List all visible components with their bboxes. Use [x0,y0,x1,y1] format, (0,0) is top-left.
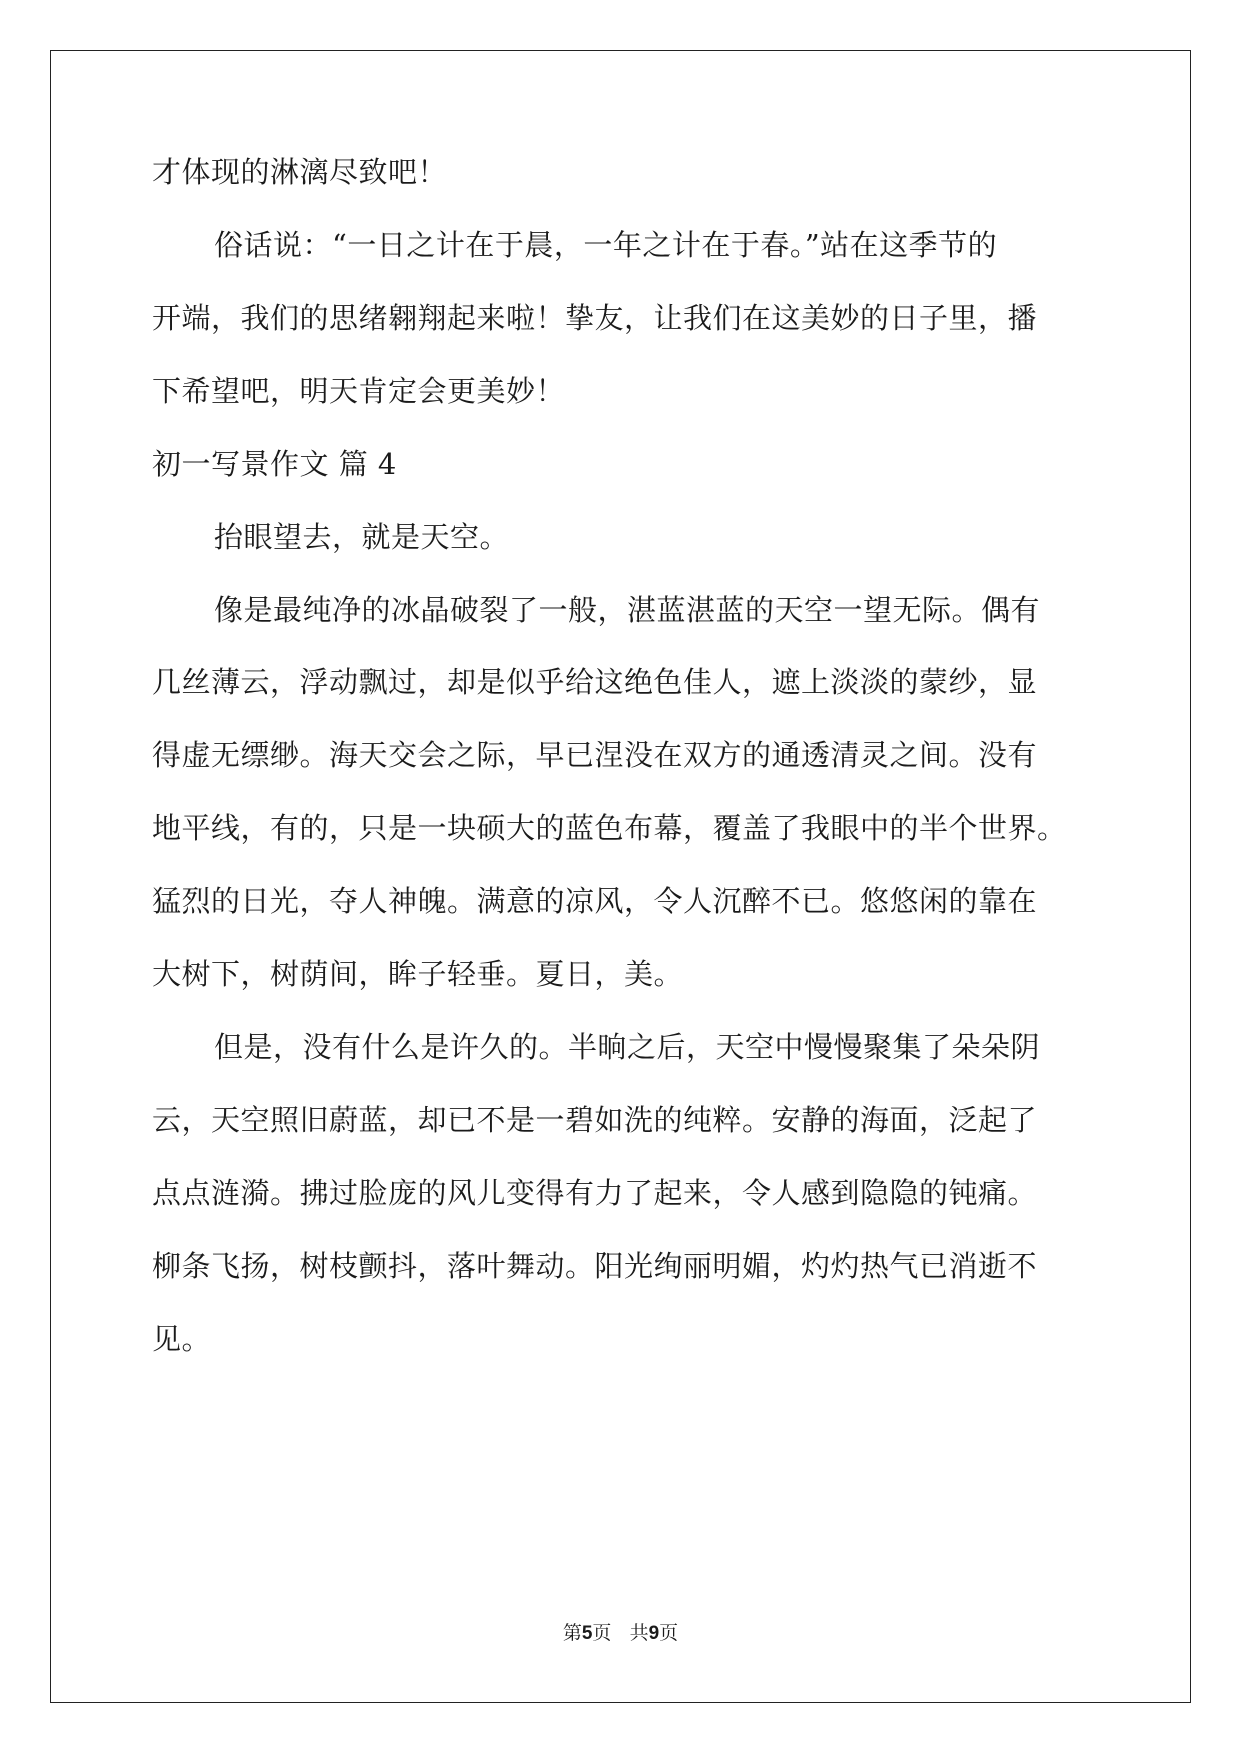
text-line-15: 点点涟漪。拂过脸庞的风儿变得有力了起来，令人感到隐隐的钝痛。 [152,1176,1038,1210]
text-line-6: 抬眼望去，就是天空。 [214,520,510,554]
footer-prefix: 第 [562,1622,582,1644]
text-line-8: 几丝薄云，浮动飘过，却是似乎给这绝色佳人，遮上淡淡的蒙纱，显 [152,665,1038,699]
text-line-9: 得虚无缥缈。海天交会之际，早已涅没在双方的通透清灵之间。没有 [152,738,1038,772]
text-line-10: 地平线，有的，只是一块硕大的蓝色布幕，覆盖了我眼中的半个世界。 [152,811,1067,845]
text-line-7: 像是最纯净的冰晶破裂了一般，湛蓝湛蓝的天空一望无际。偶有 [214,593,1041,627]
text-line-3: 开端，我们的思绪翱翔起来啦！挚友，让我们在这美妙的日子里，播 [152,301,1038,335]
text-line-16: 柳条飞扬，树枝颤抖，落叶舞动。阳光绚丽明媚，灼灼热气已消逝不 [152,1249,1038,1283]
text-line-4: 下希望吧，明天肯定会更美妙！ [152,374,566,408]
text-line-17: 见。 [152,1322,212,1356]
text-line-14: 云，天空照旧蔚蓝，却已不是一碧如洗的纯粹。安静的海面，泛起了 [152,1103,1038,1137]
page-footer [0,1621,1241,1646]
current-page-number: 5 [581,1623,593,1644]
footer-page-unit: 页 [592,1622,612,1644]
text-line-13: 但是，没有什么是许久的。半晌之后，天空中慢慢聚集了朵朵阴 [214,1030,1041,1064]
text-line-2: 俗话说：“一日之计在于晨，一年之计在于春。”站在这季节的 [214,228,998,262]
total-page-number: 9 [648,1623,660,1644]
footer-total-unit: 页 [659,1622,679,1644]
footer-total-prefix: 共 [629,1622,649,1644]
text-line-11: 猛烈的日光，夺人神魄。满意的凉风，令人沉醉不已。悠悠闲的靠在 [152,884,1038,918]
section-heading: 初一写景作文 篇 4 [152,447,397,481]
text-line-12: 大树下，树荫间，眸子轻垂。夏日，美。 [152,957,684,991]
text-line-1: 才体现的淋漓尽致吧！ [152,155,448,189]
